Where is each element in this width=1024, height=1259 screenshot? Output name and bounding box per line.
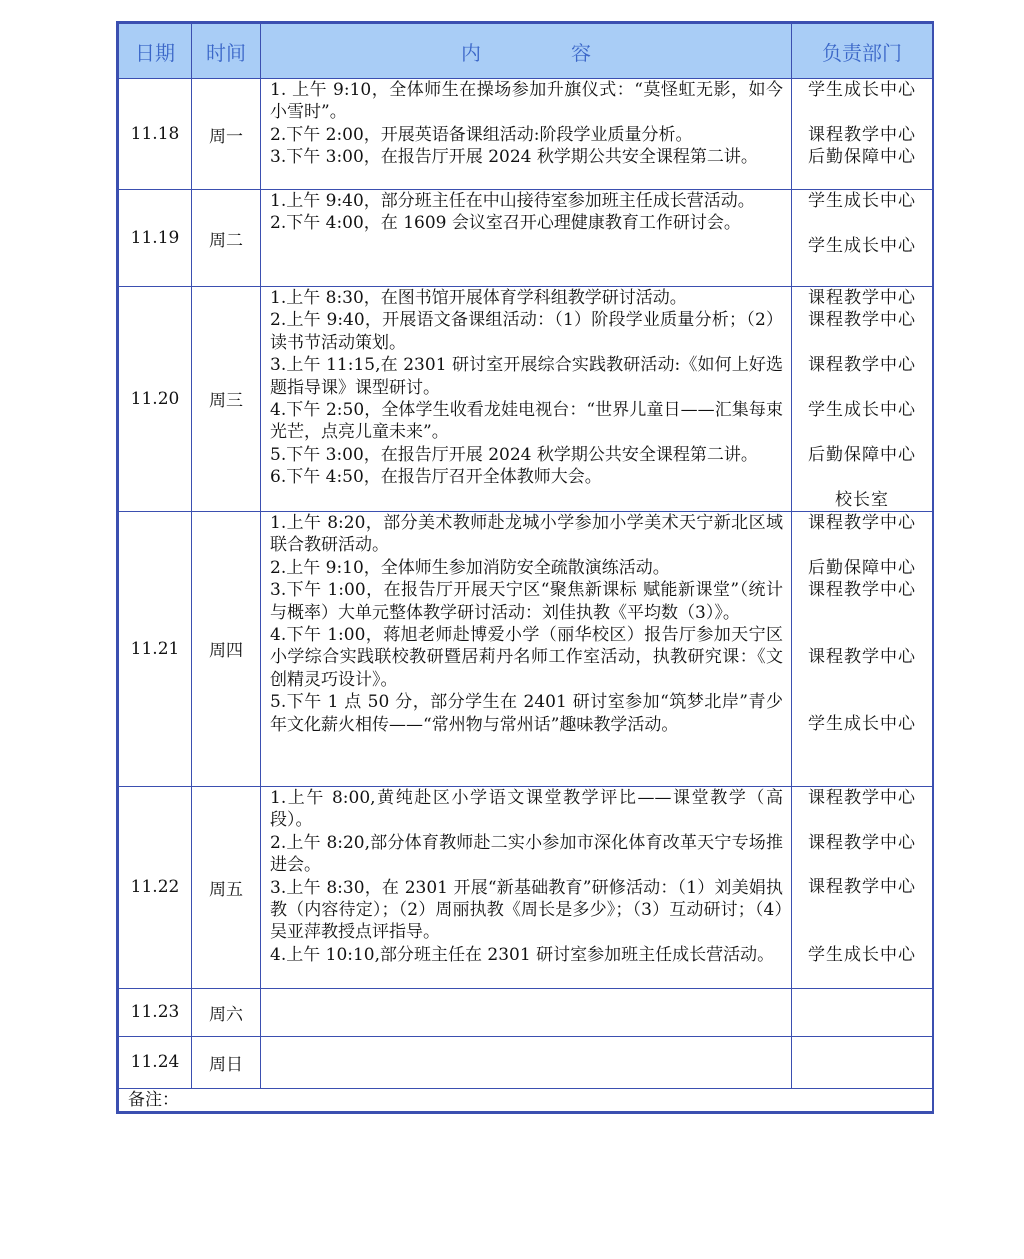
activity-item: 2.下午 2:00，开展英语备课组活动:阶段学业质量分析。 bbox=[270, 124, 693, 145]
activity-item: 1.上午 8:30，在图书馆开展体育学科组教学研讨活动。 bbox=[270, 288, 687, 308]
department-label: 学生成长中心 bbox=[808, 399, 916, 420]
table-row bbox=[119, 511, 933, 786]
table-row bbox=[119, 287, 933, 512]
row-day: 周二 bbox=[192, 190, 261, 287]
row-date: 11.21 bbox=[119, 511, 192, 786]
department-label bbox=[792, 421, 932, 443]
schedule-table bbox=[118, 23, 933, 1112]
activity-item: 2.上午 9:40，开展语文备课组活动：（1）阶段学业质量分析；（2）读书节活动策划。 bbox=[270, 310, 783, 353]
department-label bbox=[792, 377, 932, 399]
activity-item: 1.上午 8:20，部分美术教师赴龙城小学参加小学美术天宁新北区域联合教研活动。 bbox=[270, 512, 783, 556]
activity-item: 5.下午 1 点 50 分，部分学生在 2401 研讨室参加“筑梦北岸”青少年文化薪火相传——“常州物与常州话”趣味教学活动。 bbox=[270, 692, 783, 735]
department-label: 学生成长中心 bbox=[808, 191, 916, 211]
row-content bbox=[261, 1036, 792, 1088]
activity-item: 5.下午 3:00，在报告厅开展 2024 秋学期公共安全课程第二讲。 bbox=[270, 444, 758, 465]
department-label: 后勤保障中心 bbox=[808, 557, 916, 578]
department-label: 学生成长中心 bbox=[808, 235, 916, 256]
row-departments bbox=[792, 988, 933, 1036]
row-date: 11.19 bbox=[119, 190, 192, 287]
department-label bbox=[792, 669, 932, 691]
activity-item: 1.上午 9:40，部分班主任在中山接待室参加班主任成长营活动。 bbox=[270, 191, 755, 211]
department-label: 课程教学中心 bbox=[808, 580, 916, 601]
row-content bbox=[261, 190, 792, 287]
department-label: 课程教学中心 bbox=[808, 787, 916, 808]
department-label bbox=[792, 534, 932, 556]
row-departments bbox=[792, 1036, 933, 1088]
activity-item: 3.下午 1:00，在报告厅开展天宁区“聚焦新课标 赋能新课堂”（统计与概率）大单元整体教学研讨活动：刘佳执教《平均数（3）》。 bbox=[270, 580, 783, 623]
header-department: 负责部门 bbox=[792, 24, 933, 79]
department-label bbox=[792, 624, 932, 646]
remark-label: 备注： bbox=[119, 1088, 933, 1111]
row-date: 11.24 bbox=[119, 1036, 192, 1088]
row-content bbox=[261, 786, 792, 988]
table-row bbox=[119, 988, 933, 1036]
row-day: 周一 bbox=[192, 79, 261, 190]
header-content-right: 容 bbox=[571, 40, 591, 65]
department-label: 课程教学中心 bbox=[808, 288, 916, 308]
activity-item: 4.上午 10:10,部分班主任在 2301 研讨室参加班主任成长营活动。 bbox=[270, 944, 775, 965]
department-label bbox=[792, 332, 932, 354]
department-label bbox=[792, 854, 932, 876]
department-label: 后勤保障中心 bbox=[808, 147, 916, 168]
activity-item: 1.上午 8:00,黄纯赴区小学语文课堂教学评比——课堂教学（高段）。 bbox=[270, 787, 783, 831]
row-date: 11.20 bbox=[119, 287, 192, 512]
department-label: 学生成长中心 bbox=[808, 80, 916, 100]
weekly-schedule bbox=[116, 21, 934, 1114]
department-label: 课程教学中心 bbox=[808, 355, 916, 376]
row-departments bbox=[792, 786, 933, 988]
activity-item: 3.下午 3:00，在报告厅开展 2024 秋学期公共安全课程第二讲。 bbox=[270, 147, 758, 168]
department-label: 后勤保障中心 bbox=[808, 444, 916, 465]
row-departments bbox=[792, 190, 933, 287]
row-date: 11.18 bbox=[119, 79, 192, 190]
department-label: 课程教学中心 bbox=[808, 647, 916, 668]
department-label bbox=[792, 101, 932, 123]
department-label: 课程教学中心 bbox=[808, 124, 916, 145]
activity-item: 2.上午 9:10，全体师生参加消防安全疏散演练活动。 bbox=[270, 557, 670, 578]
department-label bbox=[792, 921, 932, 943]
row-departments bbox=[792, 511, 933, 786]
department-label: 学生成长中心 bbox=[808, 944, 916, 965]
row-day: 周五 bbox=[192, 786, 261, 988]
row-departments bbox=[792, 287, 933, 512]
activity-item: 2.上午 8:20,部分体育教师赴二实小参加市深化体育改革天宁专场推进会。 bbox=[270, 832, 783, 876]
department-label bbox=[792, 691, 932, 713]
row-content bbox=[261, 79, 792, 190]
header-content bbox=[261, 24, 792, 79]
activity-item: 3.上午 8:30，在 2301 开展“新基础教育”研修活动：（1）刘美娟执教（内容待定）；（2）周丽执教《周长是多少》；（3）互动研讨；（4）吴亚萍教授点评指导。 bbox=[270, 877, 783, 943]
header-day: 时间 bbox=[192, 24, 261, 79]
department-label: 学生成长中心 bbox=[808, 714, 916, 735]
department-label bbox=[792, 809, 932, 831]
department-label: 课程教学中心 bbox=[808, 512, 916, 533]
header-date: 日期 bbox=[119, 24, 192, 79]
table-row bbox=[119, 1036, 933, 1088]
row-day: 周六 bbox=[192, 988, 261, 1036]
department-label bbox=[792, 899, 932, 921]
row-day: 周四 bbox=[192, 511, 261, 786]
department-label: 校长室 bbox=[835, 489, 889, 510]
row-content bbox=[261, 988, 792, 1036]
table-row bbox=[119, 190, 933, 287]
department-label bbox=[792, 601, 932, 623]
activity-item: 4.下午 2:50，全体学生收看龙娃电视台：“世界儿童日——汇集每束光芒，点亮儿童未来”。 bbox=[270, 400, 783, 443]
row-content bbox=[261, 287, 792, 512]
activity-item: 3.上午 11:15,在 2301 研讨室开展综合实践教研活动:《如何上好选题指导课》课型研讨。 bbox=[270, 355, 783, 398]
department-label: 课程教学中心 bbox=[808, 310, 916, 331]
row-departments bbox=[792, 79, 933, 190]
department-label bbox=[792, 212, 932, 234]
department-label bbox=[792, 466, 932, 488]
row-date: 11.22 bbox=[119, 786, 192, 988]
remark-row bbox=[119, 1088, 933, 1111]
activity-item: 2.下午 4:00，在 1609 会议室召开心理健康教育工作研讨会。 bbox=[270, 213, 741, 234]
row-date: 11.23 bbox=[119, 988, 192, 1036]
row-content bbox=[261, 511, 792, 786]
table-row bbox=[119, 786, 933, 988]
activity-item: 4.下午 1:00，蒋旭老师赴博爱小学（丽华校区）报告厅参加天宁区小学综合实践联校教研暨居莉丹名师工作室活动，执教研究课：《文创精灵巧设计》。 bbox=[270, 624, 783, 690]
table-row bbox=[119, 79, 933, 190]
department-label: 课程教学中心 bbox=[808, 877, 916, 898]
header-row bbox=[119, 24, 933, 79]
department-label: 课程教学中心 bbox=[808, 832, 916, 853]
row-day: 周日 bbox=[192, 1036, 261, 1088]
activity-item: 6.下午 4:50，在报告厅召开全体教师大会。 bbox=[270, 467, 602, 488]
header-content-left: 内 bbox=[461, 40, 481, 65]
activity-item: 1. 上午 9:10，全体师生在操场参加升旗仪式：“莫怪虹无影，如今小雪时”。 bbox=[270, 80, 783, 123]
row-day: 周三 bbox=[192, 287, 261, 512]
